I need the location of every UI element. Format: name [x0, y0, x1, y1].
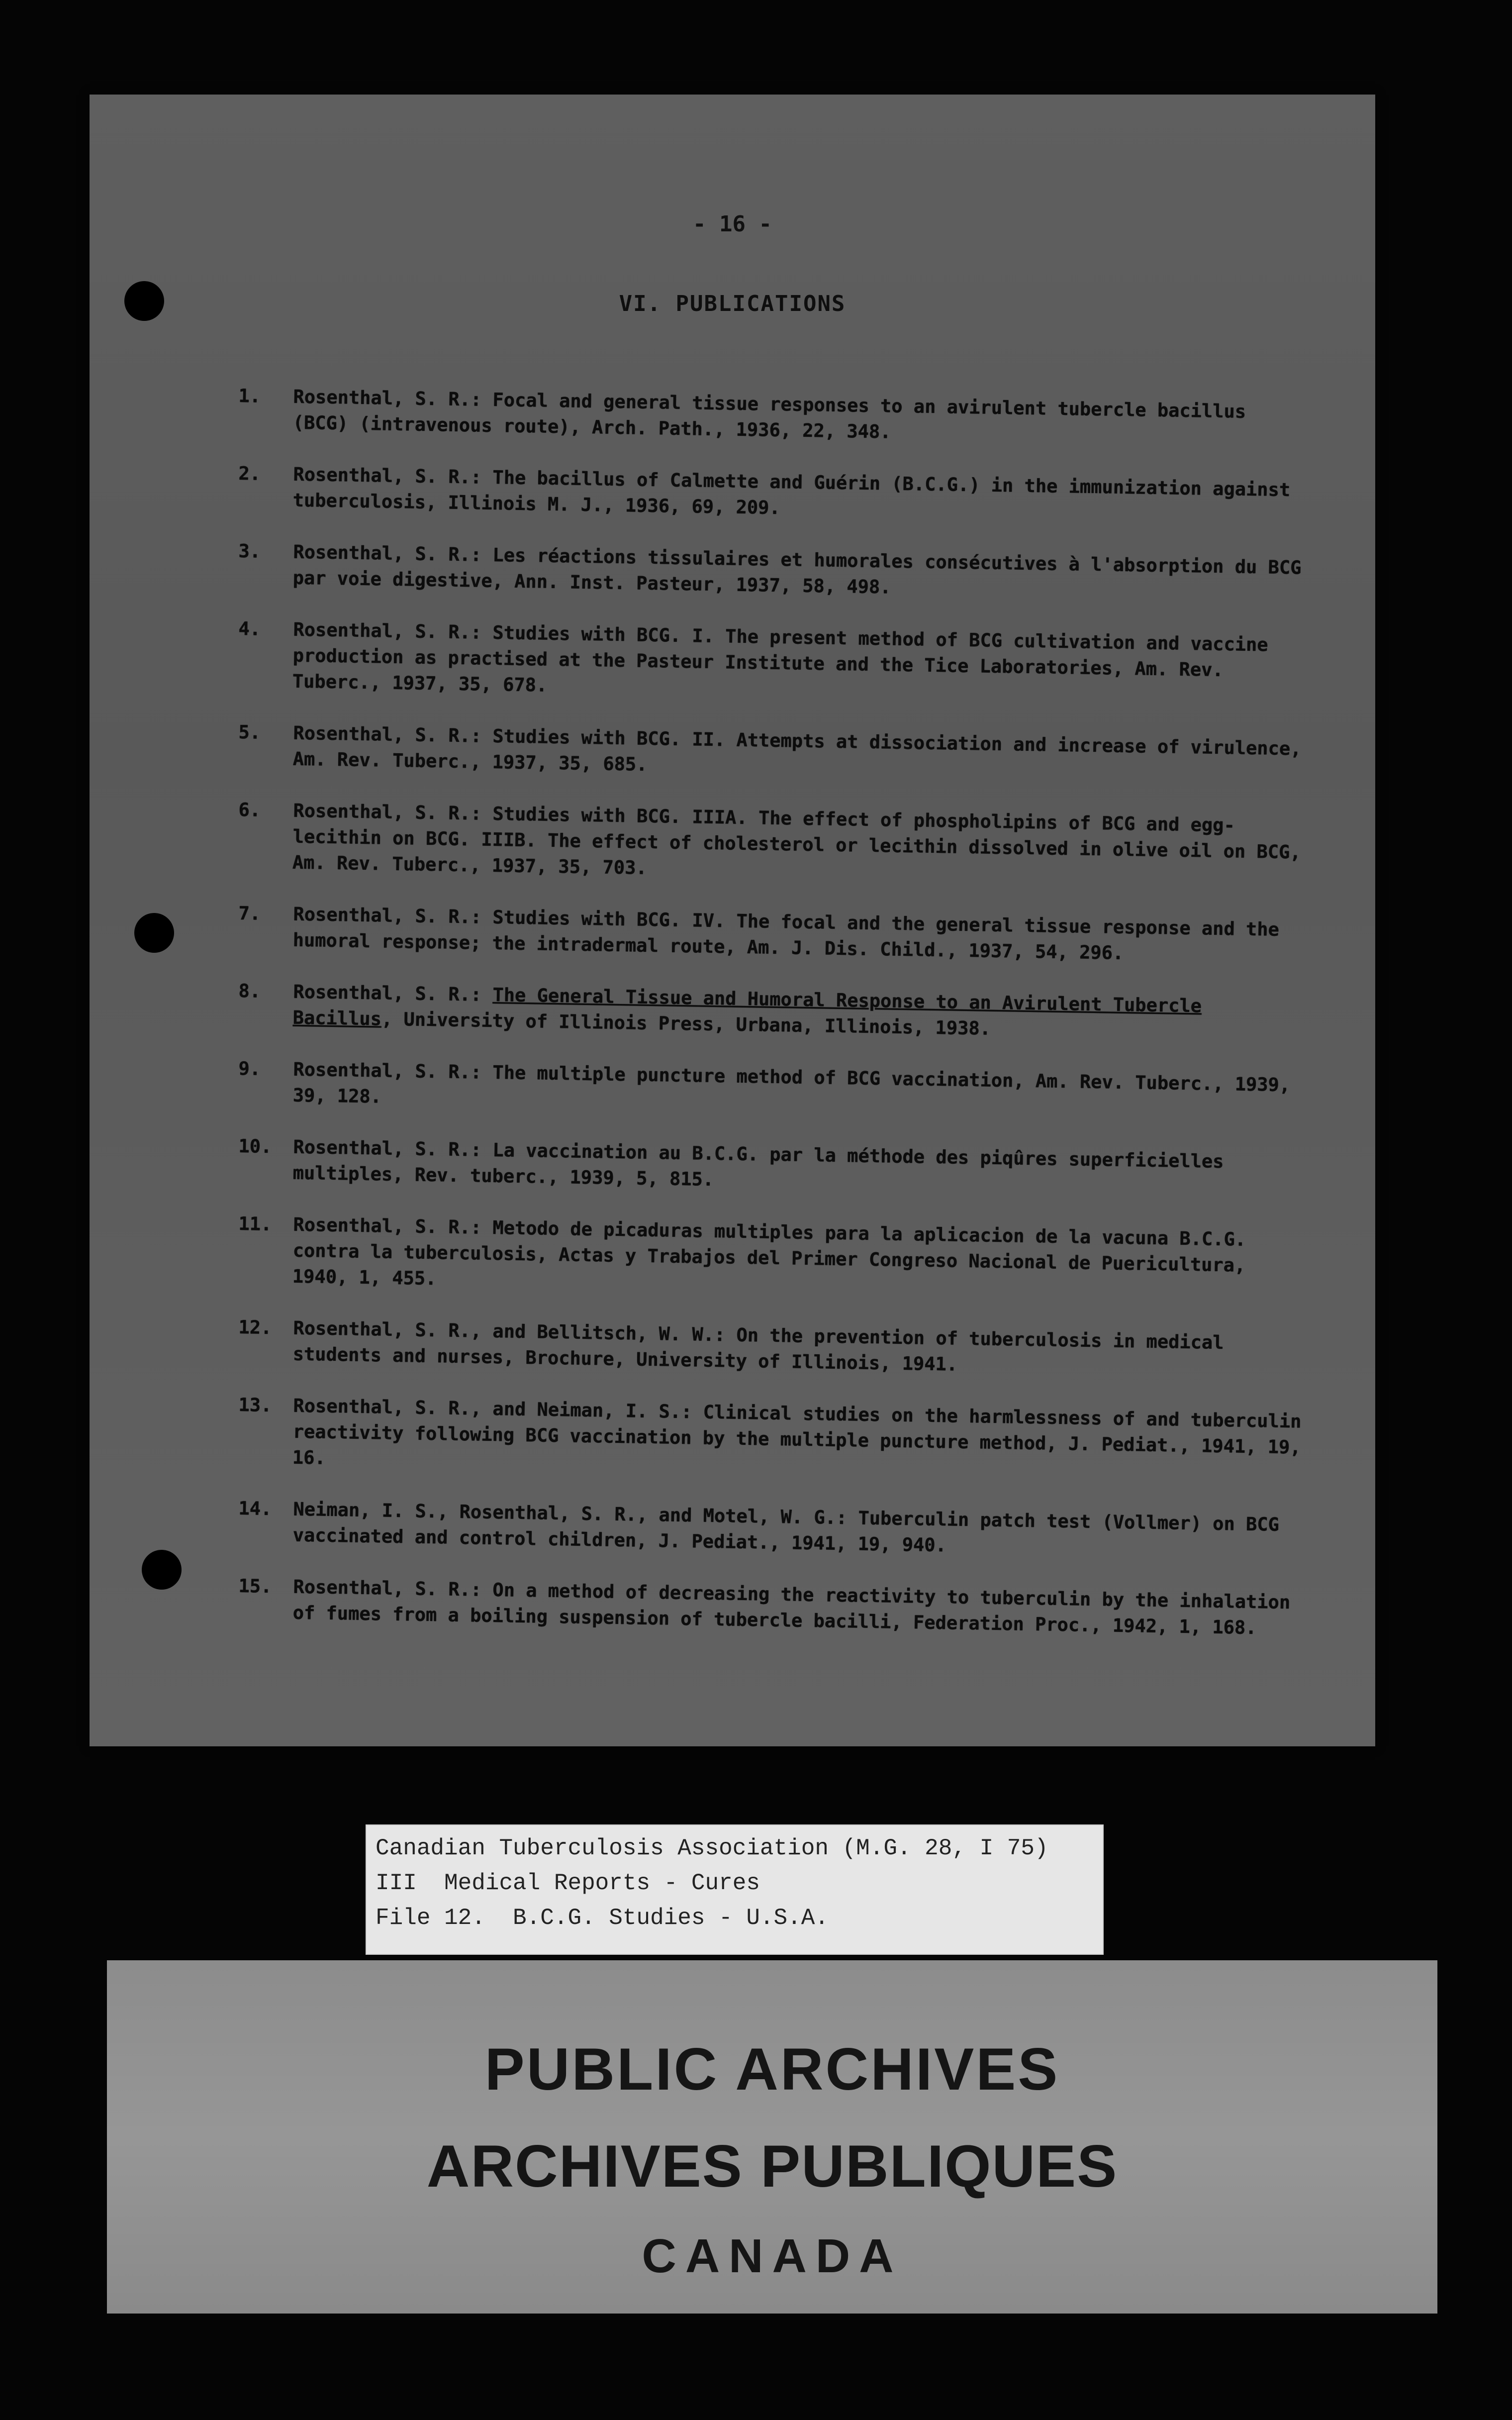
reference-item: [238, 901, 1303, 969]
reference-publisher: , University of Illinois Press, Urbana, Illinois, 1938.: [381, 1008, 991, 1039]
reference-book-title: The General Tissue and Humoral Response to an Avirulent Tubercle Bacillus: [292, 984, 1202, 1030]
reference-number: 13.: [238, 1394, 272, 1416]
reference-number: 8.: [238, 980, 261, 1002]
reference-item: [238, 1133, 1303, 1202]
section-heading: VI. PUBLICATIONS: [619, 291, 846, 316]
reference-number: 15.: [238, 1575, 272, 1598]
reference-text: Rosenthal, S. R.: Studies with BCG. IIIA. The effect of phospholipins of BCG and egg-lecithin on BCG. IIIB. The effect of cholesterol or lecithin dissolved in olive oil on BCG, Am. Rev. Tuberc., 1937, 35, 703.: [292, 800, 1301, 879]
archive-banner: [107, 1960, 1437, 2314]
reference-item: [238, 1496, 1303, 1564]
reference-item: [238, 461, 1303, 529]
label-line-fonds: Canadian Tuberculosis Association (M.G. 28, I 75): [376, 1835, 1048, 1861]
reference-text: Rosenthal, S. R.: Studies with BCG. II. Attempts at dissociation and increase of virulence, Am. Rev. Tuberc., 1937, 35, 685.: [292, 722, 1302, 775]
reference-item: [238, 616, 1303, 710]
reference-item: [238, 797, 1303, 892]
label-line-series: III Medical Reports - Cures: [376, 1870, 760, 1896]
reference-author: Rosenthal, S. R.:: [293, 981, 482, 1006]
reference-number: 5.: [238, 721, 261, 743]
reference-item: [238, 1056, 1303, 1124]
binder-hole-bottom: [142, 1550, 182, 1590]
reference-text: Rosenthal, S. R.: On a method of decreasing the reactivity to tuberculin by the inhalation of fumes from a boiling suspension of tubercle bacilli, Federation Proc., 1942, 1, 168.: [292, 1576, 1291, 1639]
reference-number: 3.: [238, 540, 261, 562]
reference-text: Rosenthal, S. R.: La vaccination au B.C.G. par la méthode des piqûres superficielles multiples, Rev. tuberc., 1939, 5, 815.: [292, 1136, 1224, 1191]
reference-text: Rosenthal, S. R.: Studies with BCG. I. The present method of BCG cultivation and vaccine production as practised at the Pasteur Institute and the Tice Laboratories, Am. Rev. Tuberc., 1937, 35, 678.: [292, 618, 1268, 696]
reference-item: [238, 1573, 1303, 1642]
reference-item: [238, 1392, 1303, 1487]
reference-item: [238, 1211, 1303, 1306]
reference-number: 4.: [238, 617, 261, 640]
label-line-file: File 12. B.C.G. Studies - U.S.A.: [376, 1905, 829, 1931]
reference-text: Rosenthal, S. R., and Neiman, I. S.: Clinical studies on the harmlessness of and tuberculin reactivity following BCG vaccination by the multiple puncture method, J. Pediat., 1941, 19, 16.: [292, 1395, 1302, 1469]
reference-text: Rosenthal, S. R.: Metodo de picaduras multiples para la aplicacion de la vacuna B.C.G. contra la tuberculosis, Actas y Trabajos del Primer Congreso Nacional de Puericultura, 1940, 1, 455.: [292, 1213, 1246, 1290]
document-page: [90, 95, 1375, 1746]
reference-item: [238, 1314, 1303, 1383]
reference-text: Rosenthal, S. R.: Les réactions tissulaires et humorales consécutives à l'absorption du BCG par voie digestive, Ann. Inst. Pasteur, 1937, 58, 498.: [292, 541, 1302, 598]
page-number: - 16 -: [693, 211, 772, 237]
reference-number: 2.: [238, 462, 261, 485]
reference-item: [238, 538, 1303, 607]
reference-text: Rosenthal, S. R., and Bellitsch, W. W.: On the prevention of tuberculosis in medical students and nurses, Brochure, University of Illinois, 1941.: [292, 1317, 1224, 1375]
reference-item: [238, 719, 1303, 788]
reference-number: 10.: [238, 1135, 272, 1158]
archive-reference-label: [366, 1824, 1104, 1955]
publications-list: [239, 383, 1303, 1651]
reference-text: Rosenthal, S. R.: Focal and general tissue responses to an avirulent tubercle bacillus (BCG) (intravenous route), Arch. Path., 1936, 22, 348.: [292, 386, 1246, 443]
reference-item: [238, 978, 1303, 1047]
reference-number: 1.: [238, 385, 261, 407]
banner-line-english: PUBLIC ARCHIVES: [484, 2036, 1060, 2103]
reference-number: 14.: [238, 1497, 272, 1520]
reference-number: 11.: [238, 1212, 272, 1235]
reference-text: Rosenthal, S. R.: The multiple puncture method of BCG vaccination, Am. Rev. Tuberc., 1939, 39, 128.: [292, 1058, 1291, 1108]
reference-number: 9.: [238, 1057, 261, 1080]
reference-item: [238, 383, 1303, 452]
reference-text: Rosenthal, S. R.: Studies with BCG. IV. The focal and the general tissue response and the humoral response; the intradermal route, Am. J. Dis. Child., 1937, 54, 296.: [292, 903, 1280, 964]
binder-hole-middle: [134, 913, 174, 953]
reference-text: Rosenthal, S. R.: The bacillus of Calmette and Guérin (B.C.G.) in the immunization against tuberculosis, Illinois M. J., 1936, 69, 209.: [292, 463, 1291, 519]
reference-number: 6.: [238, 799, 261, 821]
reference-number: 7.: [238, 902, 261, 924]
banner-line-country: CANADA: [642, 2229, 903, 2283]
reference-text: Neiman, I. S., Rosenthal, S. R., and Motel, W. G.: Tuberculin patch test (Vollmer) on BCG vaccinated and control children, J. Pediat., 1941, 19, 940.: [292, 1498, 1280, 1556]
reference-number: 12.: [238, 1316, 272, 1339]
banner-line-french: ARCHIVES PUBLIQUES: [426, 2133, 1118, 2200]
